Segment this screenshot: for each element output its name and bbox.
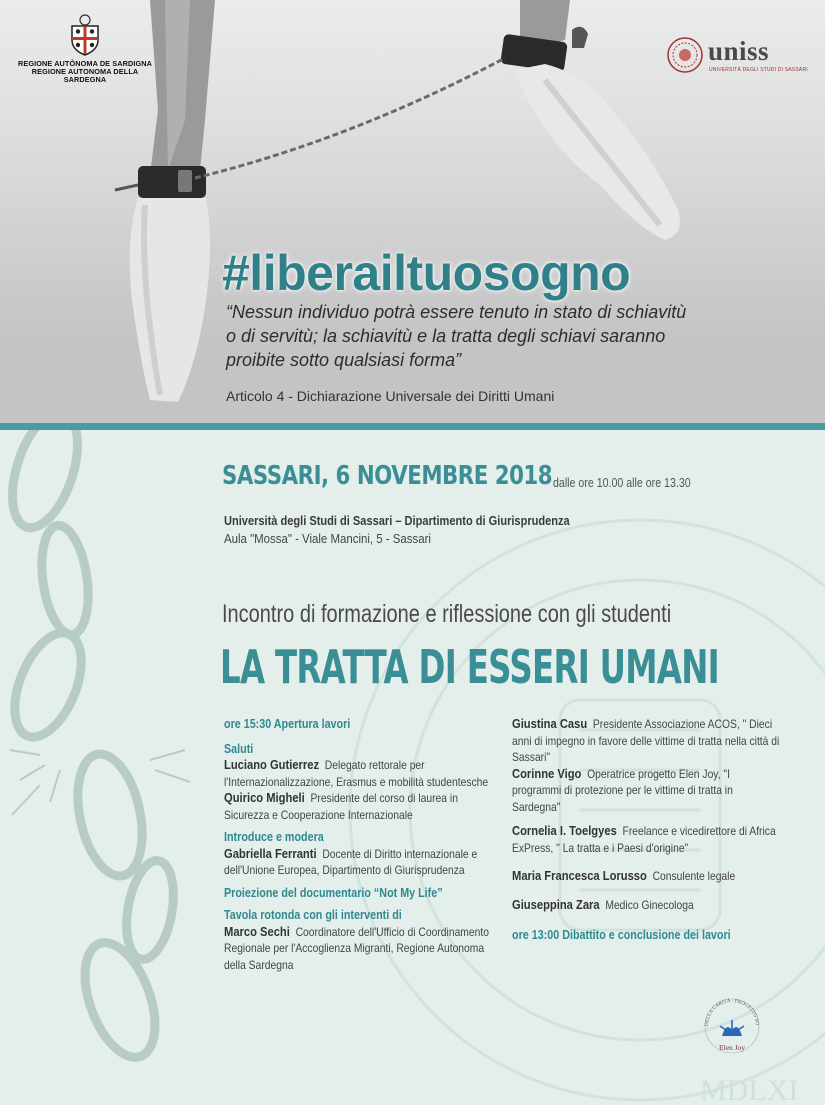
moderator-heading: Introduce e modera [224,830,324,844]
speaker-role: Presidente del corso di laurea in Sicurezza e Cooperazione Internazionale [224,791,458,822]
speaker-role: Freelance e vicedirettore di Africa ExPress, " La tratta e i Paesi d'origine" [512,824,776,855]
speaker-role: Delegato rettorale per l'Internazionalizzazione, Erasmus e mobilità studentesche [224,758,489,789]
speaker-name: Quirico Migheli [224,790,305,805]
event-title: LA TRATTA DI ESSERI UMANI [220,640,720,694]
hashtag-title: #liberailtuosogno [222,245,631,301]
chain-break-sparks [10,750,190,815]
speaker-name: Giuseppina Zara [512,896,600,912]
sardinia-coat-of-arms-icon [67,14,103,56]
closing-time: ore 13:00 Dibattito e conclusione dei lavori [512,928,731,942]
speaker-role: Presidente Associazione ACOS, " Dieci anni di impegno in favore delle vittime di tratta nella città di Sassari" [512,717,780,764]
event-time: dalle ore 10.00 alle ore 13.30 [553,476,691,490]
screening-heading: Proiezione del documentario “Not My Life” [224,885,443,900]
speaker-role: Operatrice progetto Elen Joy, "I programmi di protezione per le vittime di tratta in Sardegna" [512,766,733,814]
event-date-line [222,461,691,491]
seal-year-text: MDLXI [700,1074,799,1105]
greetings-heading: Saluti [224,741,254,756]
program-right-column [512,716,782,944]
event-date: SASSARI, 6 NOVEMBRE 2018 [222,461,553,491]
uniss-logo [666,36,816,86]
uniss-subtitle: UNIVERSITÀ DEGLI STUDI DI SASSARI [709,67,808,73]
speaker-name: Gabriella Ferranti [224,845,317,861]
program-left-column [224,716,492,973]
speaker-entry [224,846,491,879]
ras-name-sardinian: REGIONE AUTÒNOMA DE SARDIGNA [17,59,152,68]
speaker-entry [224,757,491,790]
broken-chain-icon [0,430,180,1067]
elen-joy-name: Elen Joy [718,1043,746,1052]
speaker-entry [512,766,781,816]
elen-joy-ring-text: DELLA CARITÀ · PROGETTO SO [704,998,760,1027]
hero-banner [0,0,825,423]
venue-address: Aula "Mossa" - Viale Mancini, 5 - Sassari [224,531,431,546]
speaker-entry [512,823,781,856]
speaker-entry [224,790,491,823]
ras-name-italian: REGIONE AUTONOMA DELLA SARDEGNA [31,67,139,84]
venue-institution: Università degli Studi di Sassari – Dipartimento di Giurisprudenza [224,513,570,528]
speaker-entry [512,897,781,914]
ras-logo [10,14,160,84]
uniss-wordmark: uniss [708,36,770,66]
elen-joy-logo [700,992,764,1056]
roundtable-heading: Tavola rotonda con gli interventi di [224,908,402,922]
quote-source: Articolo 4 - Dichiarazione Universale dei Diritti Umani [226,388,555,404]
speaker-name: Cornelia I. Toelgyes [512,823,617,838]
speaker-name: Corinne Vigo [512,765,582,781]
speaker-role: Docente di Diritto internazionale e dell'Unione Europea, Dipartimento di Giurisprudenza [224,846,478,877]
human-rights-quote: “Nessun individuo potrà essere tenuto in stato di schiavitù o di servitù; la schiavitù e la tratta degli schiavi saranno proibite sotto qualsiasi forma” [226,302,687,370]
speaker-role: Consulente legale [652,869,736,883]
hero-divider [0,423,825,430]
uniss-seal-icon [666,36,704,74]
speaker-name: Maria Francesca Lorusso [512,868,647,883]
speaker-entry [512,716,781,766]
speaker-role: Coordinatore dell'Ufficio di Coordinamento Regionale per l'Accoglienza Migranti, Regione Autonoma della Sardegna [224,924,489,972]
event-subtitle: Incontro di formazione e riflessione con gli studenti [222,600,672,628]
speaker-name: Marco Sechi [224,923,290,939]
speaker-name: Luciano Gutierrez [224,757,320,772]
speaker-name: Giustina Casu [512,716,588,731]
speaker-entry [224,924,491,974]
opening-time: ore 15:30 Apertura lavori [224,717,351,731]
speaker-entry [512,868,781,885]
speaker-role: Medico Ginecologa [605,897,694,912]
